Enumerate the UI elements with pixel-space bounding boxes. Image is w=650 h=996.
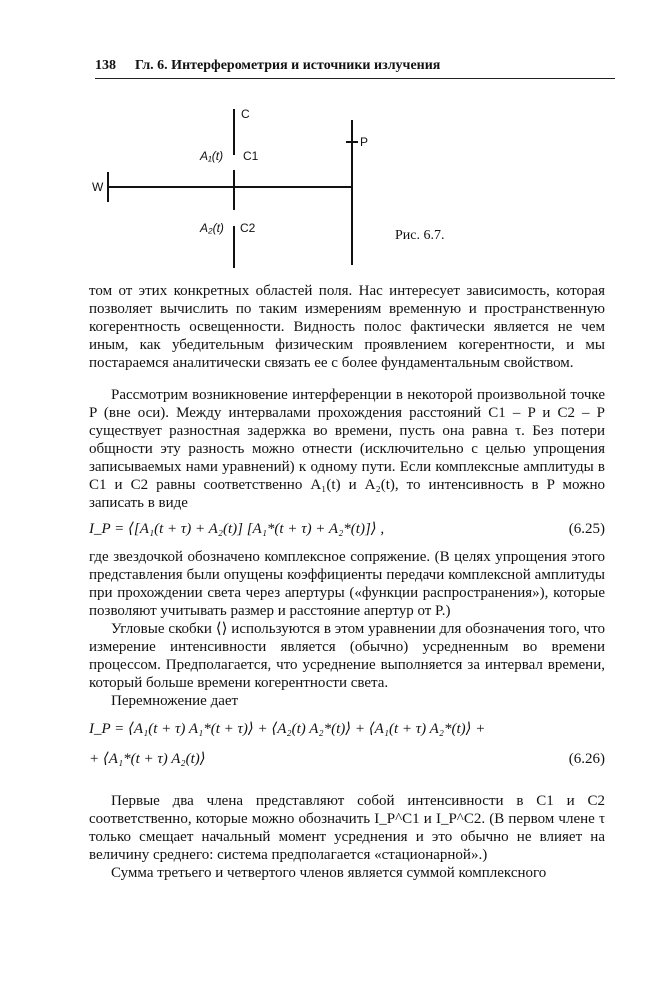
label-c: C: [241, 107, 250, 121]
equation-6-26-line-1: [89, 720, 605, 742]
page-number: 138: [95, 58, 116, 73]
equation-6-25-number: (6.25): [568, 521, 605, 537]
label-c1: C1: [243, 149, 259, 163]
paragraph-1: том от этих конкретных областей поля. Нас интересует зависимость, которая позволяет вычислить по таким измерениям временную и пространственную когерентность освещенности. Видность полос фактически является не чем иным, как убедительным физическим проявлением когерентности, и мы постараемся аналитически связать ее с более фундаментальным свойством.: [89, 283, 605, 371]
label-p: P: [360, 135, 369, 149]
paragraph-7: Сумма третьего и четвертого членов является суммой комплексного: [111, 865, 547, 881]
paragraph-4: Угловые скобки ⟨⟩ используются в этом уравнении для обозначения того, что измерение интенсивности является (обычно) усредненным во времени процессом. Предполагается, что усреднение выполняется за интервал времени, который больше времени когерентности света.: [89, 621, 605, 691]
figure-caption: Рис. 6.7.: [395, 228, 445, 243]
label-w: W: [92, 180, 104, 194]
equation-6-26-number: (6.26): [568, 751, 605, 767]
interferometer-figure: [90, 100, 390, 280]
header-rule: [95, 78, 615, 79]
equation-6-26a-text: I_P = ⟨A₁(t + τ) A₁*(t + τ)⟩ + ⟨A₂(t) A₂*(t)⟩ + ⟨A₁(t + τ) A₂*(t)⟩ +: [89, 721, 486, 737]
paragraph-5: Перемножение дает: [111, 693, 239, 709]
paragraph-3: где звездочкой обозначено комплексное сопряжение. (В целях упрощения этого представления были опущены коэффициенты передачи комплексной амплитуды при прохождении света через апертуры («функции распространения»), которые позволяют учитывать размер и расстояние апертур от P.): [89, 549, 605, 619]
body-text: [89, 282, 605, 882]
equation-6-25: [89, 520, 605, 542]
paragraph-6: Первые два члена представляют собой интенсивности в C1 и C2 соответственно, которые можно обозначить I_P^C1 и I_P^C2. (В первом члене τ только смещает начальный момент усреднения и это обычно не влияет на величину среднего: система предполагается «стационарной».): [89, 793, 605, 863]
label-a1: A₁(t): [200, 149, 224, 163]
label-a2: A₂(t): [200, 221, 224, 235]
page-header: [95, 58, 615, 78]
equation-6-25-text: I_P = ⟨[A₁(t + τ) + A₂(t)] [A₁*(t + τ) + A₂*(t)]⟩ ,: [89, 521, 385, 537]
paragraph-2: Рассмотрим возникновение интерференции в некоторой произвольной точке P (вне оси). Между интервалами прохождения расстояний C1 – P и C2 – P существует разностная задержка во времени, пусть она равна τ. Без потери общности эту разность можно отнести (исключительно с целью упрощения записываемых нами уравнений) к одному пути. Если комплексные амплитуды в C1 и C2 равны соответственно A₁(t) и A₂(t), то интенсивность в P можно записать в виде: [89, 387, 605, 511]
equation-6-26-line-2: [89, 750, 605, 772]
label-c2: C2: [240, 221, 256, 235]
equation-6-26b-text: + ⟨A₁*(t + τ) A₂(t)⟩: [89, 751, 206, 767]
chapter-title: Гл. 6. Интерферометрия и источники излучения: [135, 58, 441, 73]
